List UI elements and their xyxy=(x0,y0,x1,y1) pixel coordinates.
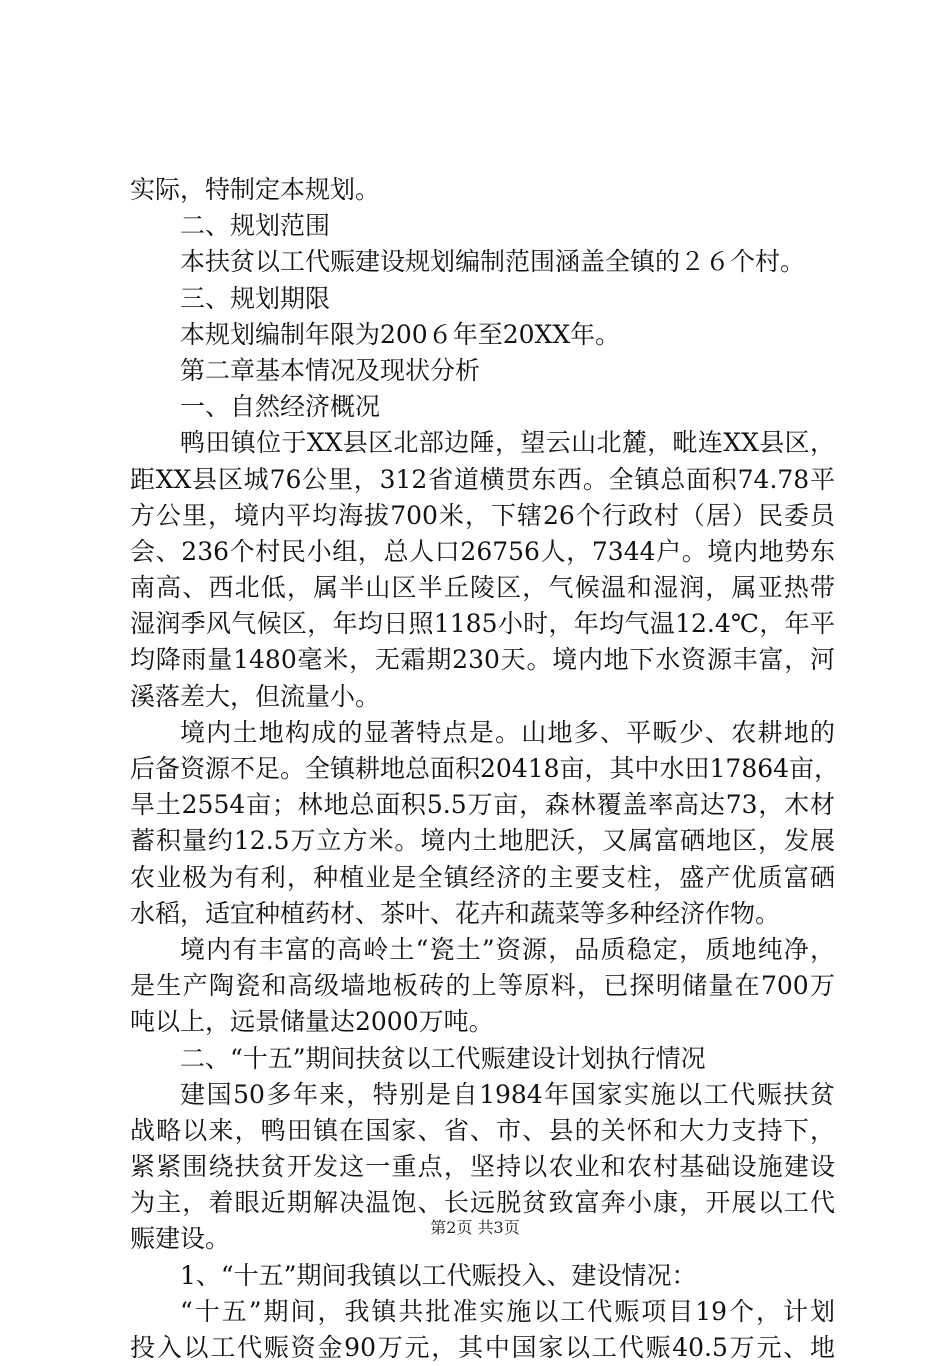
text-line: 二、“十五”期间扶贫以工代赈建设计划执行情况 xyxy=(180,1043,706,1073)
text-line: 投入以工代赈资金90万元，其中国家以工代赈40.5万元、地 xyxy=(130,1333,835,1362)
text-line: 本规划编制年限为200６年至20XX年。 xyxy=(180,319,621,349)
text-line: 是生产陶瓷和高级墙地板砖的上等原料，已探明储量在700万 xyxy=(130,971,835,1001)
text-line: 为主，着眼近期解决温饱、长远脱贫致富奔小康，开展以工代 xyxy=(130,1188,835,1218)
text-line: 鸭田镇位于XX县区北部边陲，望云山北麓，毗连XX县区， xyxy=(180,428,835,458)
text-line: 境内有丰富的高岭土“瓷土”资源，品质稳定，质地纯净， xyxy=(180,934,835,964)
text-line: 旱土2554亩；林地总面积5.5万亩，森林覆盖率高达73，木材 xyxy=(130,790,835,820)
text-line: 二、规划范围 xyxy=(180,211,331,241)
text-line: 均降雨量1480毫米，无霜期230天。境内地下水资源丰富，河 xyxy=(130,645,835,675)
text-line: 1、“十五”期间我镇以工代赈投入、建设情况： xyxy=(180,1260,697,1290)
text-line: 赈建设。 xyxy=(130,1224,231,1254)
text-line: 本扶贫以工代赈建设规划编制范围涵盖全镇的２６个村。 xyxy=(180,247,806,277)
text-line: 紧紧围绕扶贫开发这一重点，坚持以农业和农村基础设施建设 xyxy=(130,1152,835,1182)
text-line: 会、236个村民小组，总人口26756人，7344户。境内地势东 xyxy=(130,536,835,566)
text-line: 后备资源不足。全镇耕地总面积20418亩，其中水田17864亩， xyxy=(130,754,840,783)
document-body xyxy=(130,172,840,1366)
text-line: 南高、西北低，属半山区半丘陵区，气候温和湿润，属亚热带 xyxy=(130,573,835,603)
text-line: 第二章基本情况及现状分析 xyxy=(180,355,481,385)
text-line: 建国50多年来，特别是自1984年国家实施以工代赈扶贫 xyxy=(180,1079,835,1109)
text-line: 战略以来，鸭田镇在国家、省、市、县的关怀和大力支持下， xyxy=(130,1115,835,1145)
text-line: 溪落差大，但流量小。 xyxy=(130,681,381,711)
text-line: 蓄积量约12.5万立方米。境内土地肥沃，又属富硒地区，发展 xyxy=(130,826,835,856)
text-line: 实际，特制定本规划。 xyxy=(130,175,381,204)
text-line: 水稻，适宜种植药材、茶叶、花卉和蔬菜等多种经济作物。 xyxy=(130,898,781,928)
text-line: 境内土地构成的显著特点是。山地多、平畈少、农耕地的 xyxy=(180,717,835,747)
text-line: 湿润季风气候区，年均日照1185小时，年均气温12.4℃，年平 xyxy=(130,609,835,639)
text-line: 一、自然经济概况 xyxy=(180,392,381,422)
text-line: 方公里，境内平均海拔700米，下辖26个行政村（居）民委员 xyxy=(130,500,835,530)
text-line: 距XX县区城76公里，312省道横贯东西。全镇总面积74.78平 xyxy=(130,464,835,494)
text-line: 三、规划期限 xyxy=(180,283,331,313)
page-footer: 第2页 共3页 xyxy=(430,1218,520,1237)
text-line: 吨以上，远景储量达2000万吨。 xyxy=(130,1007,494,1037)
text-line: 农业极为有利，种植业是全镇经济的主要支柱，盛产优质富硒 xyxy=(130,862,835,892)
text-line: “十五”期间，我镇共批准实施以工代赈项目19个，计划 xyxy=(180,1296,835,1326)
